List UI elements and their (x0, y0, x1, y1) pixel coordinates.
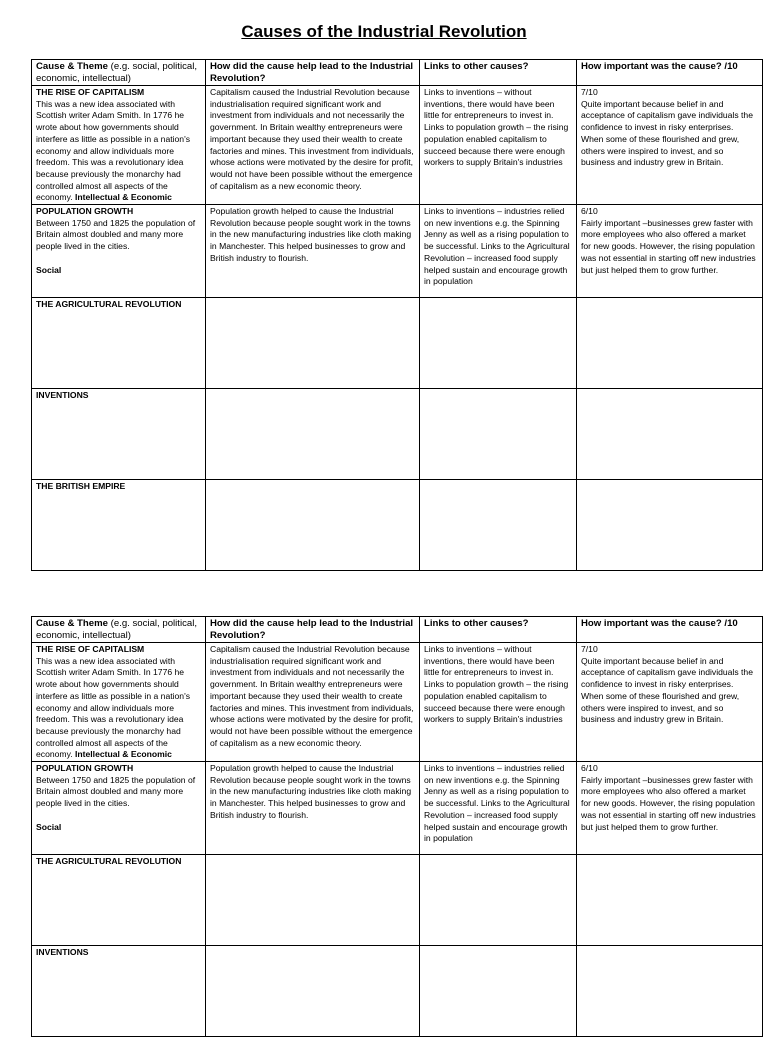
how-cell[interactable] (206, 389, 420, 480)
cause-text: Between 1750 and 1825 the population of Britain almost doubled and many more people lived in the cities. (36, 217, 196, 252)
table-row-agricultural (32, 298, 763, 389)
cause-cell (32, 298, 206, 389)
table-row-inventions (32, 389, 763, 480)
importance-cell (577, 762, 763, 855)
cause-title: INVENTIONS (36, 947, 89, 958)
importance-cell (577, 643, 763, 762)
causes-table (31, 59, 763, 571)
header-links: Links to other causes? (420, 617, 577, 643)
cause-theme: Social (36, 264, 62, 275)
links-cell[interactable] (420, 480, 577, 571)
cause-cell (32, 643, 206, 762)
cause-title: THE BRITISH EMPIRE (36, 481, 126, 492)
links-cell: Links to inventions – without inventions, there would have been little for entrepreneurs to invest in. Links to population growth – the rising population enabled capitalism to succeed because there were enough workers to supply Britain's industries (420, 86, 577, 205)
cause-cell (32, 389, 206, 480)
cause-theme: Social (36, 821, 62, 832)
page-title: Causes of the Industrial Revolution (241, 22, 527, 41)
cause-title: POPULATION GROWTH (36, 763, 134, 774)
cause-cell (32, 480, 206, 571)
table-row-population (32, 762, 763, 855)
table-row-capitalism (32, 643, 763, 762)
cause-cell (32, 86, 206, 205)
how-cell: Capitalism caused the Industrial Revolution because industrialisation required significant work and investment from individuals and not necessarily the government. In Britain wealthy entrepreneurs were important because they used their wealth to create factories and mines. This investment from individuals, whose actions were motivated by the desire for profit, would not have been possible without the emergence of capitalism as a new economic theory. (206, 643, 420, 762)
how-cell[interactable] (206, 298, 420, 389)
cause-text: This was a new idea associated with Scottish writer Adam Smith. In 1776 he wrote about how governments should interfere as little as possible in a nation's economy and allow individuals more freedom. This was a revolutionary idea because previously the monarchy had controlled almost all aspects of the economy. (36, 655, 191, 760)
cause-title: INVENTIONS (36, 390, 89, 401)
importance-score: 6/10 (581, 206, 598, 217)
cause-cell (32, 762, 206, 855)
links-cell: Links to inventions – without inventions, there would have been little for entrepreneurs to invest in. Links to population growth – the rising population enabled capitalism to succeed because there were enough workers to supply Britain's industries (420, 643, 577, 762)
causes-table-copy (31, 616, 763, 1037)
header-importance: How important was the cause? /10 (577, 60, 763, 86)
table-row-agricultural (32, 855, 763, 946)
importance-text: Quite important because belief in and acceptance of capitalism gave individuals the confidence to invest in risky enterprises. When some of these flourished and grew, others were inspired to invest, and so business and industry grew in Britain. (581, 98, 753, 168)
importance-cell[interactable] (577, 946, 763, 1037)
importance-score: 7/10 (581, 644, 598, 654)
importance-cell (577, 205, 763, 298)
table-header-row (32, 60, 763, 86)
how-cell: Capitalism caused the Industrial Revolution because industrialisation required significant work and investment from individuals and not necessarily the government. In Britain wealthy entrepreneurs were important because they used their wealth to create factories and mines. This investment from individuals, whose actions were motivated by the desire for profit, would not have been possible without the emergence of capitalism as a new economic theory. (206, 86, 420, 205)
table-row-inventions (32, 946, 763, 1037)
cause-title: THE AGRICULTURAL REVOLUTION (36, 299, 182, 310)
cause-cell (32, 855, 206, 946)
importance-text: Quite important because belief in and acceptance of capitalism gave individuals the confidence to invest in risky enterprises. When some of these flourished and grew, others were inspired to invest, and so business and industry grew in Britain. (581, 655, 753, 725)
header-cause-theme: Cause & Theme (e.g. social, political, economic, intellectual) (32, 60, 206, 86)
importance-cell (577, 86, 763, 205)
table-row-population (32, 205, 763, 298)
cause-title: THE RISE OF CAPITALISM (36, 644, 145, 654)
importance-cell[interactable] (577, 480, 763, 571)
links-cell: Links to inventions – industries relied on new inventions e.g. the Spinning Jenny as well as a rising population to be successful. Links to the Agricultural Revolution – increased food supply helped sustain and encourage growth in population (420, 205, 577, 298)
importance-cell[interactable] (577, 855, 763, 946)
cause-text: Between 1750 and 1825 the population of Britain almost doubled and many more people lived in the cities. (36, 774, 196, 809)
table-header-row (32, 617, 763, 643)
how-cell[interactable] (206, 946, 420, 1037)
importance-score: 6/10 (581, 763, 598, 774)
links-cell[interactable] (420, 946, 577, 1037)
links-cell: Links to inventions – industries relied on new inventions e.g. the Spinning Jenny as well as a rising population to be successful. Links to the Agricultural Revolution – increased food supply helped sustain and encourage growth in population (420, 762, 577, 855)
cause-text: This was a new idea associated with Scottish writer Adam Smith. In 1776 he wrote about how governments should interfere as little as possible in a nation's economy and allow individuals more freedom. This was a revolutionary idea because previously the monarchy had controlled almost all aspects of the economy. (36, 98, 191, 203)
header-how: How did the cause help lead to the Industrial Revolution? (206, 60, 420, 86)
importance-cell[interactable] (577, 298, 763, 389)
table-row-capitalism (32, 86, 763, 205)
links-cell[interactable] (420, 855, 577, 946)
importance-text: Fairly important –businesses grew faster with more employees who also offered a market for new goods. However, the rising population was not essential in starting off new industries but just helped them to grow further. (581, 217, 756, 275)
cause-title: THE RISE OF CAPITALISM (36, 87, 145, 97)
links-cell[interactable] (420, 389, 577, 480)
how-cell[interactable] (206, 855, 420, 946)
importance-cell[interactable] (577, 389, 763, 480)
cause-theme: Intellectual & Economic (75, 749, 172, 760)
how-cell: Population growth helped to cause the Industrial Revolution because people sought work in the towns in the new manufacturing industries like cloth making in Manchester. This helped businesses to grow and British industry to flourish. (206, 762, 420, 855)
how-cell[interactable] (206, 480, 420, 571)
header-importance: How important was the cause? /10 (577, 617, 763, 643)
how-cell: Population growth helped to cause the Industrial Revolution because people sought work in the towns in the new manufacturing industries like cloth making in Manchester. This helped businesses to grow and British industry to flourish. (206, 205, 420, 298)
header-cause-theme: Cause & Theme (e.g. social, political, economic, intellectual) (32, 617, 206, 643)
cause-cell (32, 205, 206, 298)
cause-title: POPULATION GROWTH (36, 206, 134, 217)
links-cell[interactable] (420, 298, 577, 389)
importance-score: 7/10 (581, 87, 598, 97)
table-row-empire (32, 480, 763, 571)
importance-text: Fairly important –businesses grew faster with more employees who also offered a market for new goods. However, the rising population was not essential in starting off new industries but just helped them to grow further. (581, 774, 756, 832)
cause-cell (32, 946, 206, 1037)
header-links: Links to other causes? (420, 60, 577, 86)
cause-theme: Intellectual & Economic (75, 192, 172, 203)
header-how: How did the cause help lead to the Industrial Revolution? (206, 617, 420, 643)
cause-title: THE AGRICULTURAL REVOLUTION (36, 856, 182, 867)
